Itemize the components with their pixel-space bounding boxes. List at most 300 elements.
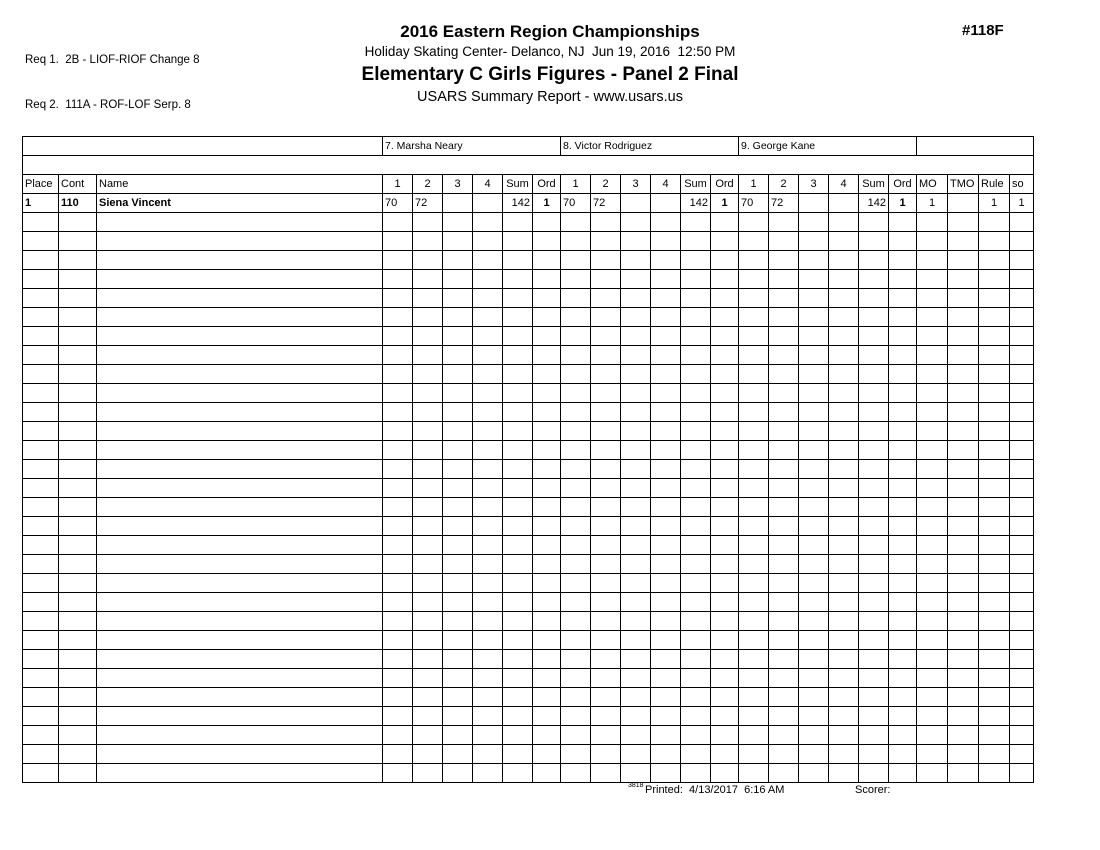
cell-score <box>473 194 503 213</box>
empty-cell <box>917 308 948 327</box>
empty-cell <box>859 422 889 441</box>
empty-cell <box>591 441 621 460</box>
empty-cell <box>621 289 651 308</box>
empty-cell <box>889 669 917 688</box>
empty-cell <box>948 688 979 707</box>
empty-cell <box>979 745 1010 764</box>
empty-cell <box>561 536 591 555</box>
empty-cell <box>59 612 97 631</box>
scorer-label: Scorer: <box>855 784 891 796</box>
empty-cell <box>799 650 829 669</box>
cell-name: Siena Vincent <box>97 194 383 213</box>
empty-cell <box>948 498 979 517</box>
empty-cell <box>561 669 591 688</box>
empty-cell <box>59 631 97 650</box>
empty-cell <box>561 593 591 612</box>
empty-cell <box>859 308 889 327</box>
empty-cell <box>383 422 413 441</box>
empty-cell <box>591 612 621 631</box>
printed-line: Printed: 4/13/2017 6:16 AM <box>645 784 785 796</box>
empty-cell <box>503 232 533 251</box>
empty-cell <box>591 593 621 612</box>
empty-cell <box>739 650 769 669</box>
empty-cell <box>799 327 829 346</box>
empty-cell <box>443 460 473 479</box>
empty-cell <box>739 232 769 251</box>
empty-cell <box>979 346 1010 365</box>
empty-cell <box>859 764 889 783</box>
empty-cell <box>621 365 651 384</box>
empty-cell <box>739 574 769 593</box>
empty-cell <box>769 270 799 289</box>
empty-cell <box>859 593 889 612</box>
empty-cell <box>383 270 413 289</box>
empty-cell <box>413 517 443 536</box>
empty-cell <box>59 365 97 384</box>
empty-cell <box>621 650 651 669</box>
empty-cell <box>533 688 561 707</box>
empty-cell <box>533 574 561 593</box>
empty-cell <box>621 574 651 593</box>
empty-cell <box>651 441 681 460</box>
empty-cell <box>681 479 711 498</box>
empty-cell <box>917 479 948 498</box>
empty-cell <box>621 612 651 631</box>
empty-cell <box>533 403 561 422</box>
empty-cell <box>651 688 681 707</box>
empty-cell <box>23 327 59 346</box>
empty-cell <box>859 289 889 308</box>
empty-cell <box>591 536 621 555</box>
empty-cell <box>621 517 651 536</box>
empty-cell <box>799 308 829 327</box>
empty-cell <box>23 403 59 422</box>
empty-cell <box>383 707 413 726</box>
empty-cell <box>503 422 533 441</box>
empty-cell <box>473 308 503 327</box>
col-header-sum: Sum <box>859 175 889 194</box>
empty-cell <box>503 251 533 270</box>
empty-cell <box>561 365 591 384</box>
empty-cell <box>413 327 443 346</box>
empty-cell <box>681 308 711 327</box>
empty-cell <box>979 251 1010 270</box>
empty-cell <box>859 650 889 669</box>
empty-cell <box>591 460 621 479</box>
empty-cell <box>917 669 948 688</box>
empty-cell <box>859 612 889 631</box>
empty-cell <box>948 441 979 460</box>
col-header-name: Name <box>97 175 383 194</box>
empty-cell <box>443 745 473 764</box>
empty-cell <box>383 650 413 669</box>
empty-cell <box>651 251 681 270</box>
empty-cell <box>799 593 829 612</box>
empty-cell <box>948 479 979 498</box>
empty-cell <box>533 498 561 517</box>
empty-cell <box>769 764 799 783</box>
empty-cell <box>23 669 59 688</box>
empty-cell <box>503 479 533 498</box>
empty-cell <box>59 479 97 498</box>
empty-cell <box>889 441 917 460</box>
empty-cell <box>799 688 829 707</box>
judge-row-left-spacer <box>23 137 383 156</box>
empty-cell <box>829 327 859 346</box>
empty-cell <box>979 517 1010 536</box>
empty-cell <box>533 327 561 346</box>
empty-cell <box>97 289 383 308</box>
empty-cell <box>97 574 383 593</box>
empty-cell <box>473 555 503 574</box>
empty-cell <box>533 745 561 764</box>
empty-cell <box>739 441 769 460</box>
empty-cell <box>473 669 503 688</box>
cell-cont: 110 <box>59 194 97 213</box>
empty-cell <box>591 213 621 232</box>
empty-cell <box>917 555 948 574</box>
empty-cell <box>769 365 799 384</box>
empty-cell <box>503 441 533 460</box>
empty-cell <box>621 270 651 289</box>
judge-name-box: 9. George Kane <box>739 137 917 156</box>
empty-cell <box>591 631 621 650</box>
empty-cell <box>859 479 889 498</box>
empty-cell <box>383 536 413 555</box>
empty-cell <box>829 631 859 650</box>
empty-cell <box>413 346 443 365</box>
empty-cell <box>651 365 681 384</box>
empty-cell <box>621 669 651 688</box>
empty-cell <box>561 650 591 669</box>
empty-cell <box>739 308 769 327</box>
empty-cell <box>443 593 473 612</box>
empty-cell <box>917 289 948 308</box>
empty-cell <box>59 764 97 783</box>
empty-cell <box>621 251 651 270</box>
empty-cell <box>829 403 859 422</box>
empty-cell <box>97 460 383 479</box>
empty-cell <box>591 384 621 403</box>
empty-cell <box>1010 270 1034 289</box>
empty-cell <box>561 574 591 593</box>
empty-cell <box>97 555 383 574</box>
empty-cell <box>711 403 739 422</box>
empty-cell <box>769 726 799 745</box>
empty-cell <box>413 270 443 289</box>
empty-cell <box>561 213 591 232</box>
empty-cell <box>859 403 889 422</box>
empty-cell <box>443 650 473 669</box>
empty-cell <box>503 460 533 479</box>
empty-cell <box>23 726 59 745</box>
empty-cell <box>621 441 651 460</box>
empty-cell <box>829 555 859 574</box>
empty-cell <box>769 422 799 441</box>
empty-cell <box>859 232 889 251</box>
empty-cell <box>681 536 711 555</box>
empty-cell <box>769 745 799 764</box>
empty-cell <box>948 384 979 403</box>
cell-mo: 1 <box>917 194 948 213</box>
col-header-mo: MO <box>917 175 948 194</box>
empty-cell <box>917 251 948 270</box>
empty-cell <box>23 289 59 308</box>
empty-cell <box>711 365 739 384</box>
empty-cell <box>651 479 681 498</box>
empty-cell <box>651 707 681 726</box>
empty-cell <box>948 574 979 593</box>
empty-cell <box>711 726 739 745</box>
empty-cell <box>917 232 948 251</box>
empty-cell <box>889 346 917 365</box>
empty-cell <box>591 346 621 365</box>
empty-cell <box>948 555 979 574</box>
empty-cell <box>443 441 473 460</box>
empty-cell <box>23 707 59 726</box>
empty-cell <box>769 308 799 327</box>
cell-score <box>829 194 859 213</box>
empty-cell <box>591 574 621 593</box>
empty-cell <box>681 498 711 517</box>
empty-cell <box>829 422 859 441</box>
empty-cell <box>948 745 979 764</box>
empty-cell <box>739 536 769 555</box>
empty-cell <box>889 403 917 422</box>
empty-cell <box>561 441 591 460</box>
empty-cell <box>59 327 97 346</box>
col-header-1: 1 <box>561 175 591 194</box>
empty-cell <box>979 650 1010 669</box>
empty-cell <box>829 384 859 403</box>
empty-cell <box>533 270 561 289</box>
empty-cell <box>621 422 651 441</box>
empty-cell <box>473 650 503 669</box>
empty-cell <box>413 574 443 593</box>
empty-cell <box>889 384 917 403</box>
empty-cell <box>473 479 503 498</box>
empty-cell <box>473 536 503 555</box>
empty-cell <box>681 517 711 536</box>
empty-cell <box>948 517 979 536</box>
cell-score <box>799 194 829 213</box>
empty-cell <box>383 213 413 232</box>
col-header-ord: Ord <box>711 175 739 194</box>
empty-cell <box>651 308 681 327</box>
empty-cell <box>917 593 948 612</box>
empty-cell <box>97 764 383 783</box>
empty-cell <box>799 726 829 745</box>
empty-cell <box>651 403 681 422</box>
empty-cell <box>413 498 443 517</box>
empty-cell <box>829 479 859 498</box>
empty-cell <box>769 574 799 593</box>
empty-cell <box>651 764 681 783</box>
empty-cell <box>59 517 97 536</box>
empty-cell <box>889 270 917 289</box>
cell-score <box>443 194 473 213</box>
empty-cell <box>799 460 829 479</box>
empty-cell <box>829 517 859 536</box>
empty-cell <box>23 422 59 441</box>
empty-cell <box>769 650 799 669</box>
empty-cell <box>739 346 769 365</box>
empty-cell <box>651 422 681 441</box>
empty-cell <box>503 555 533 574</box>
empty-cell <box>23 384 59 403</box>
empty-cell <box>503 327 533 346</box>
empty-cell <box>443 669 473 688</box>
empty-cell <box>591 365 621 384</box>
col-header-sum: Sum <box>503 175 533 194</box>
empty-cell <box>889 688 917 707</box>
empty-cell <box>739 422 769 441</box>
empty-cell <box>889 726 917 745</box>
empty-cell <box>443 612 473 631</box>
empty-cell <box>473 593 503 612</box>
empty-cell <box>383 764 413 783</box>
empty-cell <box>739 669 769 688</box>
empty-cell <box>1010 631 1034 650</box>
empty-cell <box>979 726 1010 745</box>
empty-cell <box>711 289 739 308</box>
empty-cell <box>383 403 413 422</box>
judge-name-box: 8. Victor Rodriguez <box>561 137 739 156</box>
empty-cell <box>23 555 59 574</box>
empty-cell <box>473 346 503 365</box>
empty-cell <box>97 707 383 726</box>
empty-cell <box>413 745 443 764</box>
empty-cell <box>979 593 1010 612</box>
empty-cell <box>443 346 473 365</box>
empty-cell <box>711 631 739 650</box>
empty-cell <box>769 498 799 517</box>
col-header-4: 4 <box>829 175 859 194</box>
empty-cell <box>97 498 383 517</box>
cell-ord: 1 <box>711 194 739 213</box>
empty-cell <box>621 460 651 479</box>
empty-cell <box>769 612 799 631</box>
empty-cell <box>651 612 681 631</box>
empty-cell <box>829 536 859 555</box>
empty-cell <box>651 536 681 555</box>
empty-cell <box>948 327 979 346</box>
empty-cell <box>59 650 97 669</box>
empty-cell <box>413 384 443 403</box>
empty-cell <box>473 745 503 764</box>
empty-cell <box>769 403 799 422</box>
empty-cell <box>473 403 503 422</box>
empty-cell <box>681 441 711 460</box>
empty-cell <box>829 308 859 327</box>
col-header-so: so <box>1010 175 1034 194</box>
empty-cell <box>533 346 561 365</box>
empty-cell <box>681 669 711 688</box>
empty-cell <box>503 688 533 707</box>
empty-cell <box>1010 327 1034 346</box>
empty-cell <box>97 251 383 270</box>
empty-cell <box>799 517 829 536</box>
empty-cell <box>97 745 383 764</box>
empty-cell <box>711 745 739 764</box>
empty-cell <box>413 365 443 384</box>
empty-cell <box>829 232 859 251</box>
empty-cell <box>917 574 948 593</box>
col-header-3: 3 <box>799 175 829 194</box>
empty-cell <box>799 479 829 498</box>
empty-cell <box>979 688 1010 707</box>
empty-cell <box>948 251 979 270</box>
empty-cell <box>739 612 769 631</box>
empty-cell <box>591 498 621 517</box>
judge-row-right-spacer <box>917 137 1034 156</box>
empty-cell <box>561 707 591 726</box>
empty-cell <box>711 707 739 726</box>
empty-cell <box>533 460 561 479</box>
empty-cell <box>681 745 711 764</box>
empty-cell <box>443 289 473 308</box>
empty-cell <box>1010 403 1034 422</box>
empty-cell <box>383 593 413 612</box>
empty-cell <box>591 232 621 251</box>
empty-cell <box>799 422 829 441</box>
empty-cell <box>829 764 859 783</box>
empty-cell <box>859 346 889 365</box>
empty-cell <box>948 612 979 631</box>
empty-cell <box>413 593 443 612</box>
empty-cell <box>473 764 503 783</box>
empty-cell <box>889 232 917 251</box>
empty-cell <box>859 460 889 479</box>
empty-cell <box>948 365 979 384</box>
empty-cell <box>799 251 829 270</box>
empty-cell <box>621 232 651 251</box>
empty-cell <box>1010 669 1034 688</box>
empty-cell <box>97 688 383 707</box>
empty-cell <box>473 384 503 403</box>
empty-cell <box>681 593 711 612</box>
empty-cell <box>1010 232 1034 251</box>
empty-cell <box>533 669 561 688</box>
empty-cell <box>681 365 711 384</box>
title-block <box>0 21 1100 108</box>
footer <box>0 782 1100 798</box>
empty-cell <box>889 422 917 441</box>
empty-cell <box>413 612 443 631</box>
empty-cell <box>948 289 979 308</box>
empty-cell <box>917 327 948 346</box>
empty-cell <box>651 498 681 517</box>
empty-cell <box>711 270 739 289</box>
empty-cell <box>59 308 97 327</box>
empty-cell <box>59 726 97 745</box>
col-header-sum: Sum <box>681 175 711 194</box>
empty-cell <box>443 479 473 498</box>
empty-cell <box>383 745 413 764</box>
empty-cell <box>979 365 1010 384</box>
empty-cell <box>681 327 711 346</box>
empty-cell <box>533 536 561 555</box>
empty-cell <box>651 460 681 479</box>
empty-cell <box>23 650 59 669</box>
empty-cell <box>413 460 443 479</box>
empty-cell <box>23 365 59 384</box>
empty-cell <box>769 251 799 270</box>
empty-cell <box>473 688 503 707</box>
empty-cell <box>889 764 917 783</box>
cell-score: 72 <box>769 194 799 213</box>
empty-cell <box>23 346 59 365</box>
